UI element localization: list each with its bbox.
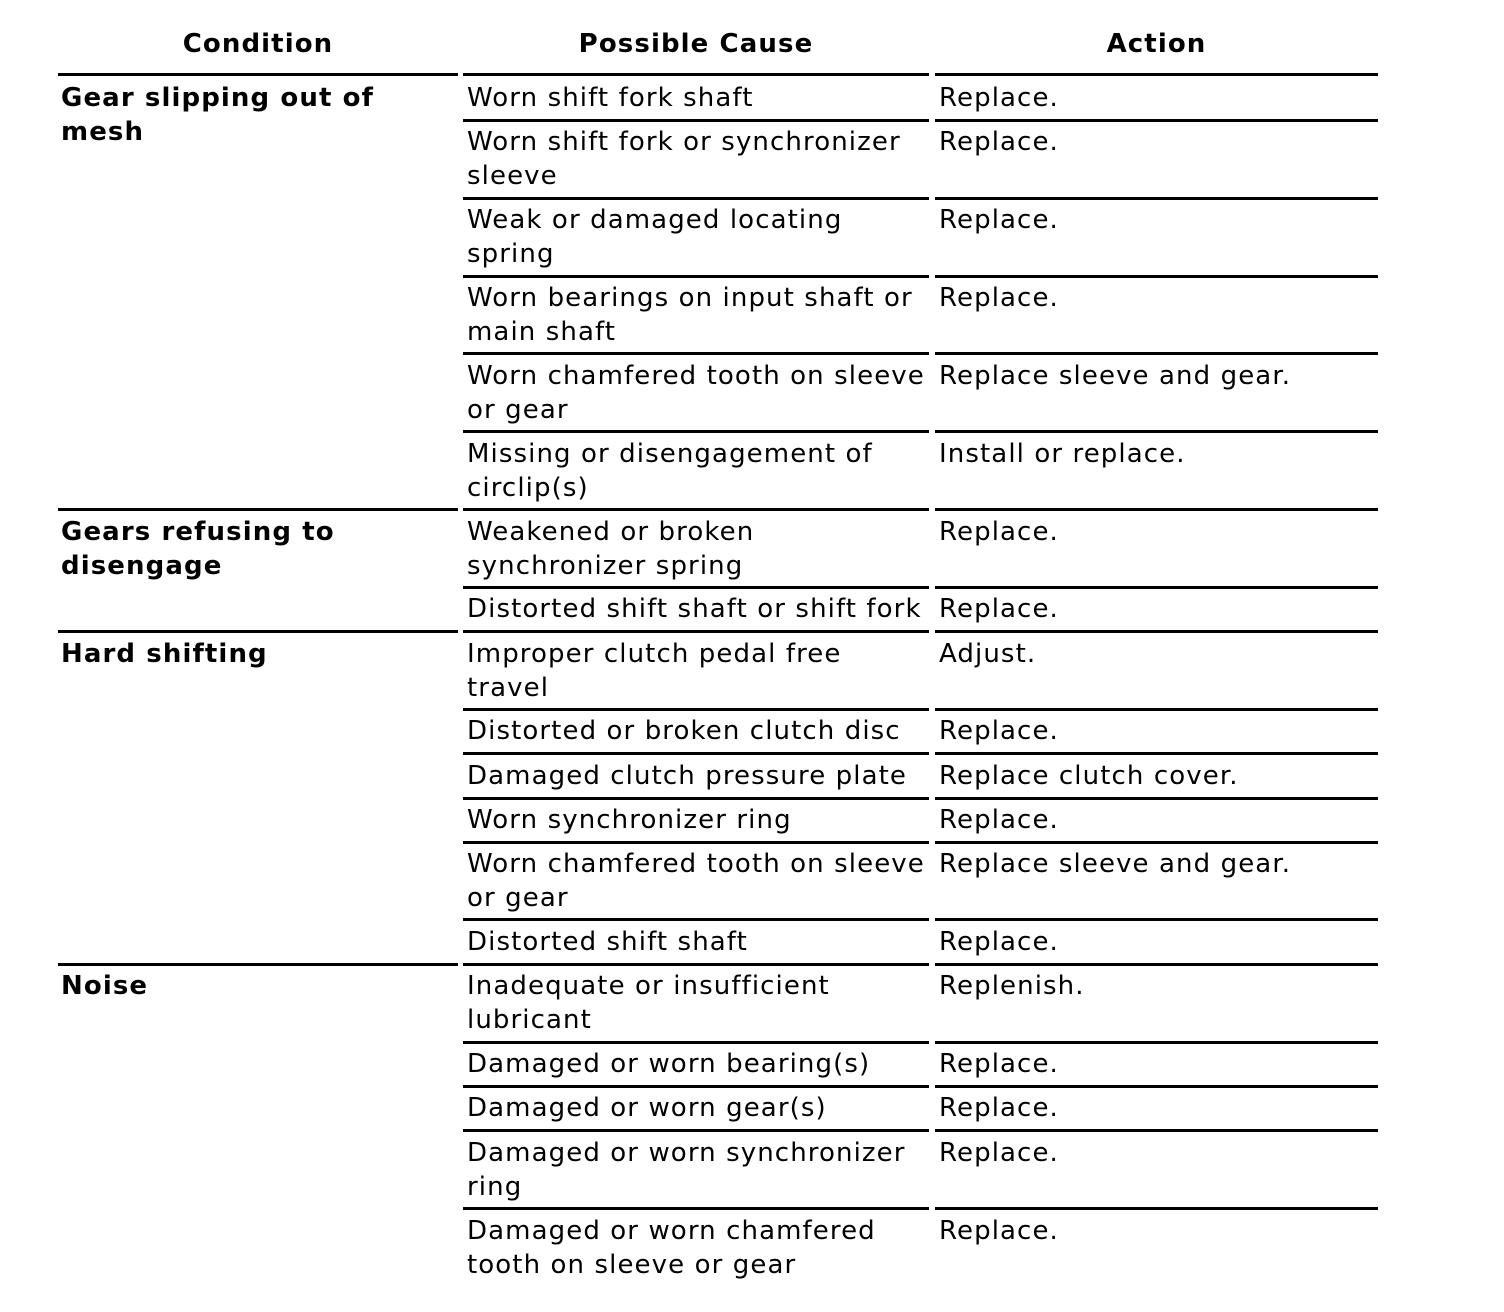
row-divider: [463, 197, 929, 200]
condition-gear-slipping: Gear slipping out of mesh: [61, 83, 375, 147]
cause-cell: Worn synchronizer ring: [467, 805, 792, 835]
action-cell: Replace.: [939, 1138, 1059, 1168]
row-divider: [935, 586, 1378, 589]
header-condition: Condition: [182, 29, 334, 59]
row-divider: [463, 119, 929, 122]
cause-rule: [463, 73, 929, 76]
row-divider: [463, 275, 929, 278]
row-divider: [463, 1041, 929, 1044]
group-divider: [58, 963, 458, 966]
action-cell: Replace sleeve and gear.: [939, 849, 1292, 879]
row-divider: [463, 841, 929, 844]
row-divider: [935, 797, 1378, 800]
condition-rule: [58, 73, 458, 76]
cause-cell: Worn chamfered tooth on sleeve or gear: [467, 849, 925, 913]
row-divider: [935, 275, 1378, 278]
row-divider: [463, 508, 929, 511]
cause-cell: Inadequate or insufficient lubricant: [467, 971, 830, 1035]
action-cell: Replace.: [939, 594, 1059, 624]
cause-cell: Worn chamfered tooth on sleeve or gear: [467, 361, 925, 425]
action-cell: Replace.: [939, 205, 1059, 235]
action-cell: Replace.: [939, 517, 1059, 547]
row-divider: [935, 841, 1378, 844]
condition-gears-refusing: Gears refusing to disengage: [61, 517, 335, 581]
cause-cell: Damaged or worn bearing(s): [467, 1049, 871, 1079]
action-cell: Replenish.: [939, 971, 1085, 1001]
row-divider: [935, 630, 1378, 633]
row-divider: [463, 1085, 929, 1088]
row-divider: [935, 1041, 1378, 1044]
row-divider: [935, 1207, 1378, 1210]
cause-cell: Worn bearings on input shaft or main shaft: [467, 283, 913, 347]
row-divider: [935, 1085, 1378, 1088]
row-divider: [463, 430, 929, 433]
action-cell: Replace.: [939, 927, 1059, 957]
cause-cell: Weakened or broken synchronizer spring: [467, 517, 755, 581]
row-divider: [463, 1207, 929, 1210]
cause-cell: Worn shift fork shaft: [467, 83, 754, 113]
group-divider: [58, 508, 458, 511]
action-cell: Replace.: [939, 716, 1059, 746]
action-rule: [935, 73, 1378, 76]
row-divider: [463, 708, 929, 711]
row-divider: [463, 586, 929, 589]
action-cell: Replace sleeve and gear.: [939, 361, 1292, 391]
header-possible-cause: Possible Cause: [578, 29, 814, 59]
row-divider: [935, 918, 1378, 921]
action-cell: Replace.: [939, 805, 1059, 835]
cause-cell: Weak or damaged locating spring: [467, 205, 843, 269]
action-cell: Adjust.: [939, 639, 1037, 669]
action-cell: Install or replace.: [939, 439, 1186, 469]
row-divider: [463, 918, 929, 921]
action-cell: Replace.: [939, 1049, 1059, 1079]
row-divider: [463, 963, 929, 966]
condition-hard-shifting: Hard shifting: [61, 639, 268, 669]
cause-cell: Damaged or worn chamfered tooth on sleeve or gear: [467, 1216, 876, 1280]
row-divider: [935, 508, 1378, 511]
row-divider: [463, 752, 929, 755]
cause-cell: Distorted shift shaft or shift fork: [467, 594, 922, 624]
condition-noise: Noise: [61, 971, 149, 1001]
row-divider: [935, 352, 1378, 355]
cause-cell: Improper clutch pedal free travel: [467, 639, 842, 703]
row-divider: [463, 1129, 929, 1132]
row-divider: [935, 430, 1378, 433]
row-divider: [935, 197, 1378, 200]
header-action: Action: [1106, 29, 1207, 59]
action-cell: Replace.: [939, 283, 1059, 313]
row-divider: [935, 119, 1378, 122]
action-cell: Replace.: [939, 1216, 1059, 1246]
cause-cell: Missing or disengagement of circlip(s): [467, 439, 873, 503]
row-divider: [935, 708, 1378, 711]
cause-cell: Damaged clutch pressure plate: [467, 761, 908, 791]
row-divider: [935, 1129, 1378, 1132]
cause-cell: Damaged or worn synchronizer ring: [467, 1138, 906, 1202]
action-cell: Replace.: [939, 1093, 1059, 1123]
row-divider: [935, 752, 1378, 755]
row-divider: [463, 630, 929, 633]
cause-cell: Distorted shift shaft: [467, 927, 748, 957]
row-divider: [463, 352, 929, 355]
cause-cell: Worn shift fork or synchronizer sleeve: [467, 127, 901, 191]
group-divider: [58, 630, 458, 633]
action-cell: Replace.: [939, 83, 1059, 113]
action-cell: Replace clutch cover.: [939, 761, 1239, 791]
row-divider: [935, 963, 1378, 966]
cause-cell: Distorted or broken clutch disc: [467, 716, 901, 746]
row-divider: [463, 797, 929, 800]
cause-cell: Damaged or worn gear(s): [467, 1093, 827, 1123]
action-cell: Replace.: [939, 127, 1059, 157]
